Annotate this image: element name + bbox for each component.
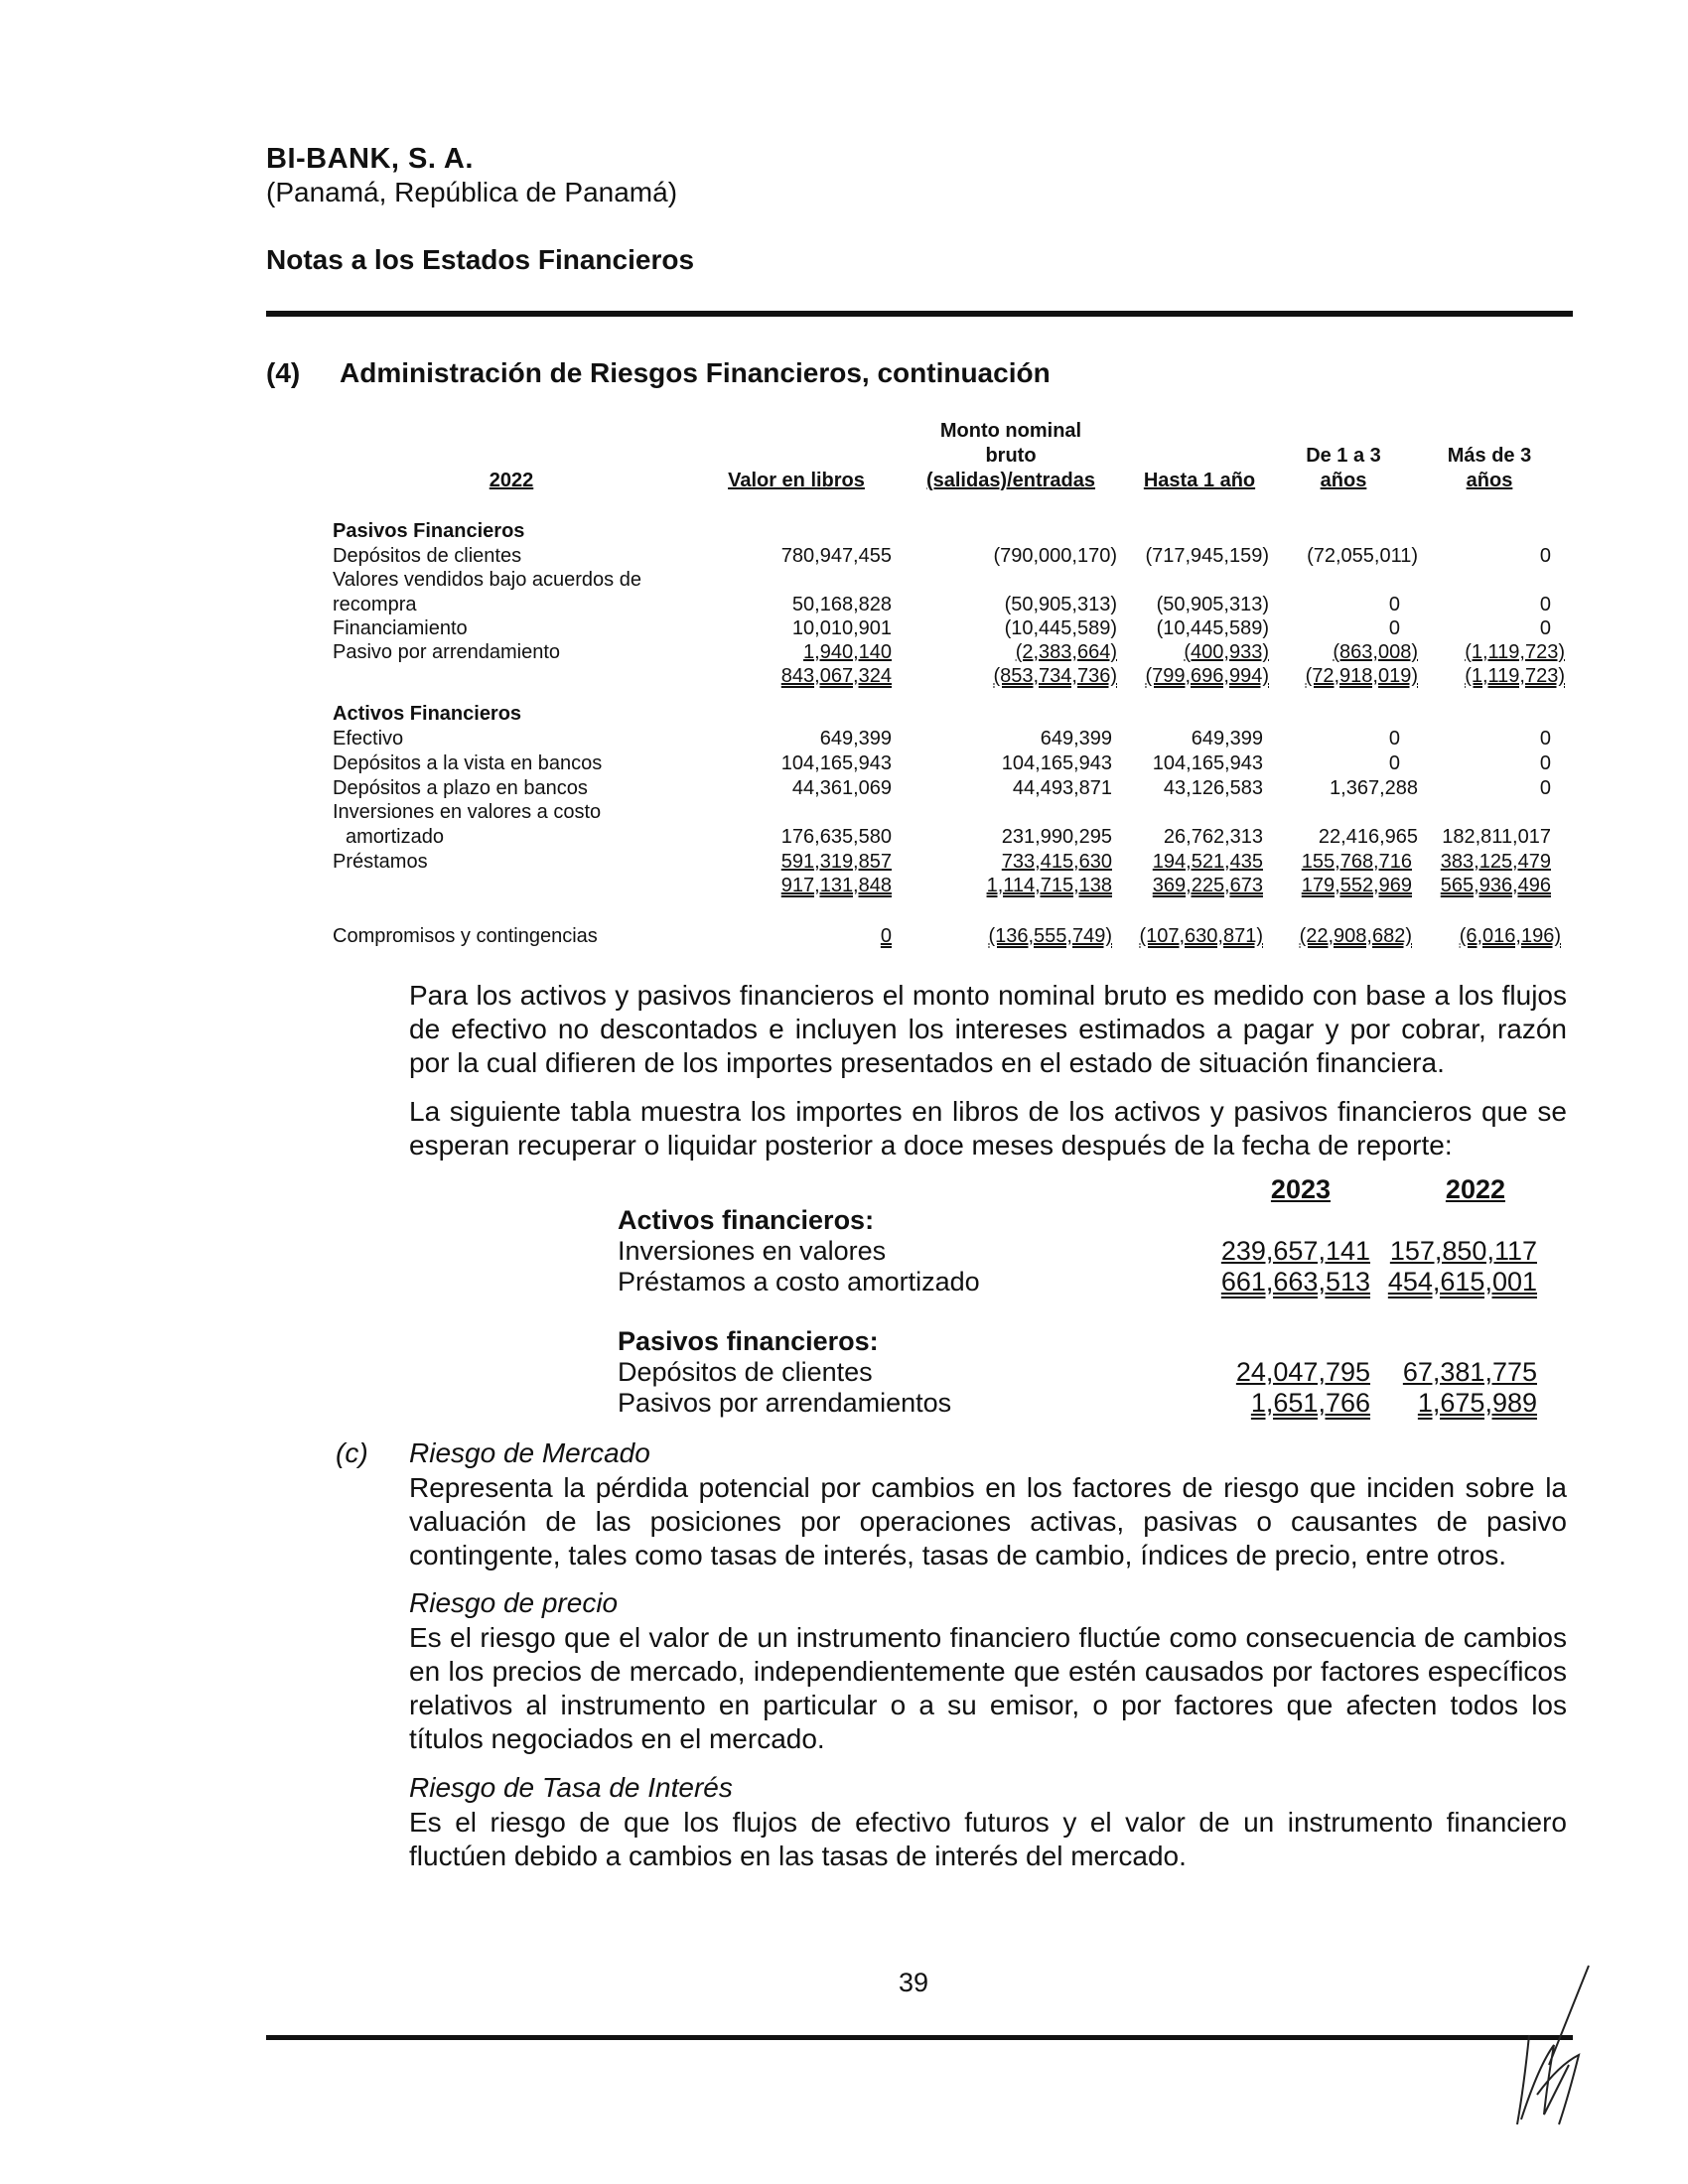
cell-nominal: 44,493,871: [1012, 777, 1112, 799]
col-header-1-to-3-b: años: [1320, 470, 1367, 491]
liabilities-total-book-value: 843,067,324: [780, 665, 892, 687]
cell-nominal: 104,165,943: [1001, 752, 1112, 774]
cell-1-to-3: 0: [1388, 728, 1400, 750]
row-label: Depósitos a la vista en bancos: [333, 752, 603, 774]
notes-title: Notas a los Estados Financieros: [266, 244, 695, 275]
cell-nominal: 733,415,630: [1001, 851, 1112, 873]
rate-risk-text: Es el riesgo de que los flujos de efectivo futuros y el valor de un instrumento financiero fluctúen debido a cambios en las tasas de interés del mercado.: [409, 1807, 1567, 1871]
row-label: Depósitos de clientes: [618, 1357, 873, 1387]
cell-book-value: 780,947,455: [780, 545, 892, 567]
cell-nominal: (2,383,664): [1015, 641, 1117, 663]
signature-initials: [1430, 1946, 1628, 2144]
row-label: Préstamos a costo amortizado: [618, 1267, 980, 1297]
liabilities-title: Pasivos financieros:: [618, 1326, 879, 1356]
company-location: (Panamá, República de Panamá): [266, 177, 678, 207]
cell-over-3: 0: [1539, 617, 1551, 639]
rate-risk-title: Riesgo de Tasa de Interés: [409, 1772, 733, 1803]
cell-book-value: 104,165,943: [780, 752, 892, 774]
row-label: Depósitos de clientes: [333, 545, 522, 567]
cell-2022: 67,381,775: [1402, 1357, 1537, 1387]
assets-total-book-value: 917,131,848: [780, 875, 892, 896]
assets-total-1-to-3: 179,552,969: [1301, 875, 1412, 896]
cell-over-3: 0: [1539, 594, 1551, 615]
price-risk-text: Es el riesgo que el valor de un instrumento financiero fluctúe como consecuencia de cambios en los precios de mercado, independientemente que estén causados por factores específicos relativos al instrumento en particular o a su emisor, o por factores que afecten todos los títulos negociados en el mercado.: [409, 1622, 1567, 1754]
cell-over-3: 182,811,017: [1442, 826, 1551, 848]
cell-over-3: 0: [1539, 545, 1551, 567]
row-label-cont: amortizado: [346, 826, 444, 848]
market-risk-title: Riesgo de Mercado: [409, 1437, 650, 1468]
cell-up-to-1: 194,521,435: [1152, 851, 1263, 873]
row-label: Pasivos por arrendamientos: [618, 1388, 952, 1418]
cell-up-to-1: (10,445,589): [1156, 617, 1269, 639]
row-label: Pasivo por arrendamiento: [333, 641, 561, 663]
assets-total-nominal: 1,114,715,138: [986, 875, 1112, 896]
cell-nominal: 649,399: [1040, 728, 1112, 750]
cell-book-value: 50,168,828: [791, 594, 892, 615]
cell-book-value: 649,399: [819, 728, 892, 750]
assets-group-title: Activos Financieros: [333, 703, 522, 725]
liabilities-group-title: Pasivos Financieros: [333, 520, 525, 542]
commitments-book-value: 0: [880, 925, 892, 947]
col-header-2022: 2022: [1445, 1174, 1505, 1204]
cell-up-to-1: 26,762,313: [1163, 826, 1263, 848]
col-header-nominal-2: bruto: [985, 445, 1037, 467]
cell-1-to-3: 22,416,965: [1318, 826, 1418, 848]
cell-up-to-1: 104,165,943: [1152, 752, 1263, 774]
col-header-nominal-3: (salidas)/entradas: [925, 470, 1096, 491]
liabilities-total-1-to-3: (72,918,019): [1305, 665, 1418, 687]
cell-book-value: 1,940,140: [803, 641, 892, 663]
cell-up-to-1: (400,933): [1184, 641, 1269, 663]
cell-1-to-3: 0: [1388, 752, 1400, 774]
cell-nominal: (790,000,170): [993, 545, 1117, 567]
row-label: Depósitos a plazo en bancos: [333, 777, 588, 799]
paragraph-table-intro: La siguiente tabla muestra los importes en libros de los activos y pasivos financieros que se esperan recuperar o liquidar posterior a doce meses después de la fecha de reporte:: [409, 1096, 1567, 1160]
cell-1-to-3: 0: [1388, 617, 1400, 639]
cell-over-3: 0: [1539, 777, 1551, 799]
cell-2023: 24,047,795: [1235, 1357, 1370, 1387]
liabilities-total-up-to-1: (799,696,994): [1145, 665, 1269, 687]
commitments-1-to-3: (22,908,682): [1299, 925, 1412, 947]
cell-1-to-3: (863,008): [1333, 641, 1418, 663]
subsection-letter: (c): [336, 1437, 368, 1468]
assets-title: Activos financieros:: [618, 1205, 875, 1235]
company-name: BI-BANK, S. A.: [266, 143, 474, 175]
commitments-up-to-1: (107,630,871): [1139, 925, 1263, 947]
row-label: Inversiones en valores: [618, 1236, 887, 1266]
liabilities-total-over-3: (1,119,723): [1465, 665, 1565, 687]
col-header-up-to-1-year: Hasta 1 año: [1143, 470, 1256, 491]
row-label-cont: recompra: [333, 594, 417, 615]
cell-over-3: (1,119,723): [1465, 641, 1565, 663]
col-header-over-3-a: Más de 3: [1447, 445, 1532, 467]
commitments-nominal: (136,555,749): [988, 925, 1112, 947]
cell-nominal: (10,445,589): [1004, 617, 1117, 639]
commitments-over-3: (6,016,196): [1459, 925, 1561, 947]
cell-nominal: (50,905,313): [1004, 594, 1117, 615]
assets-total-up-to-1: 369,225,673: [1152, 875, 1263, 896]
cell-2022: 157,850,117: [1389, 1236, 1537, 1266]
row-label: Efectivo: [333, 728, 404, 750]
cell-2022: 454,615,001: [1387, 1267, 1537, 1297]
cell-2023: 661,663,513: [1220, 1267, 1370, 1297]
section-title: Administración de Riesgos Financieros, continuación: [340, 357, 1051, 388]
col-header-2023: 2023: [1270, 1174, 1331, 1204]
table-year-header: 2022: [489, 470, 534, 491]
paragraph-nominal-amount: Para los activos y pasivos financieros el monto nominal bruto es medido con base a los flujos de efectivo no descontados e incluyen los intereses estimados a pagar y por cobrar, razón por la cual difieren de los importes presentados en el estado de situación financiera.: [409, 980, 1567, 1078]
cell-up-to-1: 649,399: [1191, 728, 1263, 750]
cell-2023: 239,657,141: [1220, 1236, 1370, 1266]
cell-up-to-1: (717,945,159): [1145, 545, 1269, 567]
cell-over-3: 0: [1539, 752, 1551, 774]
cell-1-to-3: (72,055,011): [1307, 545, 1418, 567]
row-label: Préstamos: [333, 851, 428, 873]
row-label: Valores vendidos bajo acuerdos de: [333, 569, 641, 591]
cell-book-value: 176,635,580: [780, 826, 892, 848]
cell-book-value: 44,361,069: [791, 777, 892, 799]
page-number: 39: [898, 1968, 929, 1997]
cell-over-3: 383,125,479: [1440, 851, 1551, 873]
cell-1-to-3: 0: [1388, 594, 1400, 615]
col-header-1-to-3-a: De 1 a 3: [1306, 445, 1381, 467]
cell-up-to-1: (50,905,313): [1156, 594, 1269, 615]
row-label: Financiamiento: [333, 617, 468, 639]
assets-total-over-3: 565,936,496: [1440, 875, 1551, 896]
cell-book-value: 591,319,857: [780, 851, 892, 873]
cell-1-to-3: 155,768,716: [1301, 851, 1412, 873]
header-divider: [266, 311, 1573, 317]
commitments-label: Compromisos y contingencias: [333, 925, 598, 947]
cell-up-to-1: 43,126,583: [1163, 777, 1263, 799]
liabilities-total-nominal: (853,734,736): [993, 665, 1117, 687]
cell-2022: 1,675,989: [1417, 1388, 1537, 1418]
cell-nominal: 231,990,295: [1001, 826, 1112, 848]
market-risk-text: Representa la pérdida potencial por cambios en los factores de riesgo que inciden sobre la valuación de las posiciones por operaciones activas, pasivas o causantes de pasivo contingente, tales como tasas de interés, tasas de cambio, índices de precio, entre otros.: [409, 1472, 1567, 1570]
cell-over-3: 0: [1539, 728, 1551, 750]
price-risk-title: Riesgo de precio: [409, 1587, 619, 1618]
col-header-book-value: Valor en libros: [728, 470, 865, 491]
col-header-over-3-b: años: [1466, 470, 1513, 491]
cell-1-to-3: 1,367,288: [1330, 777, 1418, 799]
cell-book-value: 10,010,901: [791, 617, 892, 639]
col-header-nominal-1: Monto nominal: [939, 420, 1082, 442]
section-number: (4): [266, 357, 301, 388]
cell-2023: 1,651,766: [1250, 1388, 1370, 1418]
footer-divider: [266, 2035, 1573, 2040]
row-label: Inversiones en valores a costo: [333, 801, 602, 823]
